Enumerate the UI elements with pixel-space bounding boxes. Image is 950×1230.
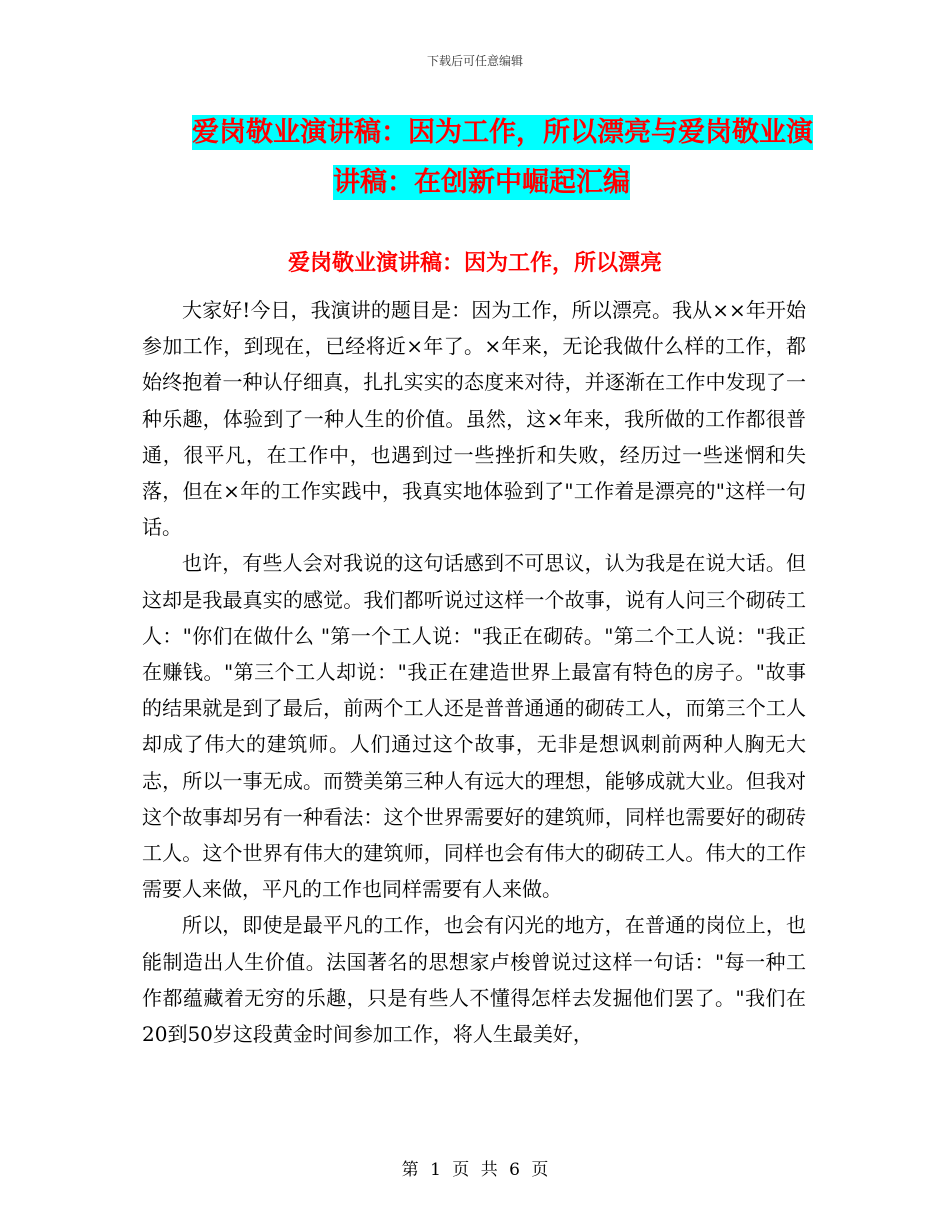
paragraph: 也许，有些人会对我说的这句话感到不可思议，认为我是在说大话。但这却是我最真实的感觉。我们都听说过这样一个故事，说有人问三个砌砖工人："你们在做什么 "第一个工人说："我正在砌砖。"第二个工人说："我正在赚钱。"第三个工人却说："我正在建造世界上最富有特色的房子。"故事的结果就是到了最后，前两个工人还是普普通通的砌砖工人，而第三个工人却成了伟大的建筑师。人们通过这个故事，无非是想讽刺前两种人胸无大志，所以一事无成。而赞美第三种人有远大的理想，能够成就大业。但我对这个故事却另有一种看法：这个世界需要好的建筑师，同样也需要好的砌砖工人。这个世界有伟大的建筑师，同样也会有伟大的砌砖工人。伟大的工作需要人来做，平凡的工作也同样需要有人来做。 — [142, 551, 806, 902]
document-title-line-2-text: 讲稿：在创新中崛起汇编 — [333, 167, 630, 198]
paragraph: 所以，即使是最平凡的工作，也会有闪光的地方，在普通的岗位上，也能制造出人生价值。法国著名的思想家卢梭曾说过这样一句话："每一种工作都蕴藏着无穷的乐趣，只是有些人不懂得怎样去发掘他们罢了。"我们在20到50岁这段黄金时间参加工作，将人生最美好， — [142, 913, 806, 1047]
page-number-footer: 第 1 页 共 6 页 — [401, 1160, 549, 1180]
document-title-line-2 — [140, 158, 810, 208]
header-note: 下载后可任意编辑 — [426, 54, 523, 68]
paragraph: 大家好!今日，我演讲的题目是：因为工作，所以漂亮。我从××年开始参加工作，到现在，已经将近×年了。×年来，无论我做什么样的工作，都始终抱着一种认仔细真，扎扎实实的态度来对待，并逐渐在工作中发现了一种乐趣，体验到了一种人生的价值。虽然，这×年来，我所做的工作都很普通，很平凡，在工作中，也遇到过一些挫折和失败，经历过一些迷惘和失落，但在×年的工作实践中，我真实地体验到了"工作着是漂亮的"这样一句话。 — [142, 298, 806, 540]
document-title-line-1 — [140, 108, 813, 158]
document-title-line-1-text: 爱岗敬业演讲稿：因为工作，所以漂亮与爱岗敬业演 — [192, 117, 813, 148]
document-title — [140, 108, 813, 208]
section-title: 爱岗敬业演讲稿：因为工作，所以漂亮 — [287, 251, 662, 276]
body-text — [142, 292, 806, 1052]
